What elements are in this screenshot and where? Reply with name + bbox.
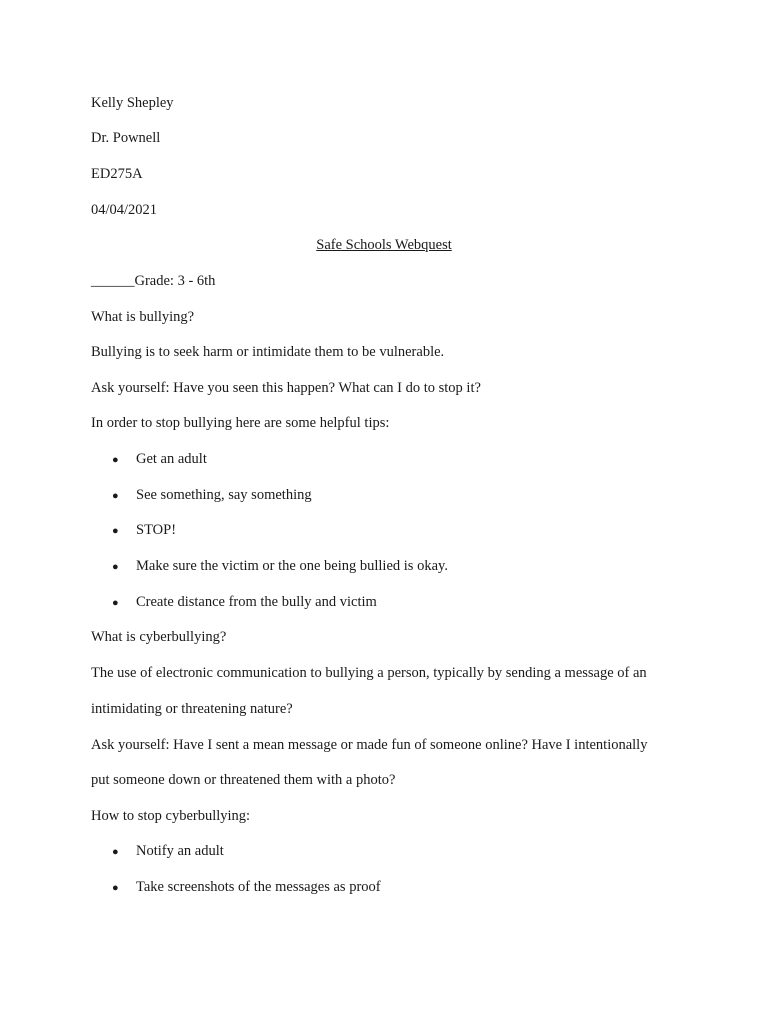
instructor-name: Dr. Pownell: [91, 130, 161, 146]
bullet-icon: ●: [112, 454, 119, 466]
bullet-icon: ●: [112, 490, 119, 502]
cyberbullying-ask-line2: put someone down or threatened them with a photo?: [91, 772, 396, 788]
list-item: See something, say something: [136, 487, 312, 503]
cyberbullying-howto: How to stop cyberbullying:: [91, 808, 251, 824]
author-name: Kelly Shepley: [91, 95, 174, 111]
bullet-icon: ●: [112, 525, 119, 537]
bullying-tips-intro: In order to stop bullying here are some helpful tips:: [91, 415, 390, 431]
bullying-definition: Bullying is to seek harm or intimidate them to be vulnerable.: [91, 344, 445, 360]
course-code: ED275A: [91, 166, 143, 182]
grade-line: ______Grade: 3 - 6th: [91, 273, 216, 289]
bullying-ask-yourself: Ask yourself: Have you seen this happen? What can I do to stop it?: [91, 380, 481, 396]
list-item: Take screenshots of the messages as proof: [136, 879, 381, 895]
document-date: 04/04/2021: [91, 202, 158, 218]
bullet-icon: ●: [112, 597, 119, 609]
cyberbullying-definition-line1: The use of electronic communication to bullying a person, typically by sending a message of an: [91, 665, 647, 681]
bullet-icon: ●: [112, 846, 119, 858]
list-item: Make sure the victim or the one being bullied is okay.: [136, 558, 448, 574]
list-item: Get an adult: [136, 451, 207, 467]
cyberbullying-definition-line2: intimidating or threatening nature?: [91, 701, 293, 717]
list-item: STOP!: [136, 522, 177, 538]
cyberbullying-ask-line1: Ask yourself: Have I sent a mean message or made fun of someone online? Have I intentionally: [91, 737, 648, 753]
bullet-icon: ●: [112, 561, 119, 573]
cyberbullying-question: What is cyberbullying?: [91, 629, 227, 645]
list-item: Create distance from the bully and victim: [136, 594, 377, 610]
document-title: Safe Schools Webquest: [316, 237, 452, 253]
bullet-icon: ●: [112, 882, 119, 894]
list-item: Notify an adult: [136, 843, 224, 859]
bullying-question: What is bullying?: [91, 309, 195, 325]
